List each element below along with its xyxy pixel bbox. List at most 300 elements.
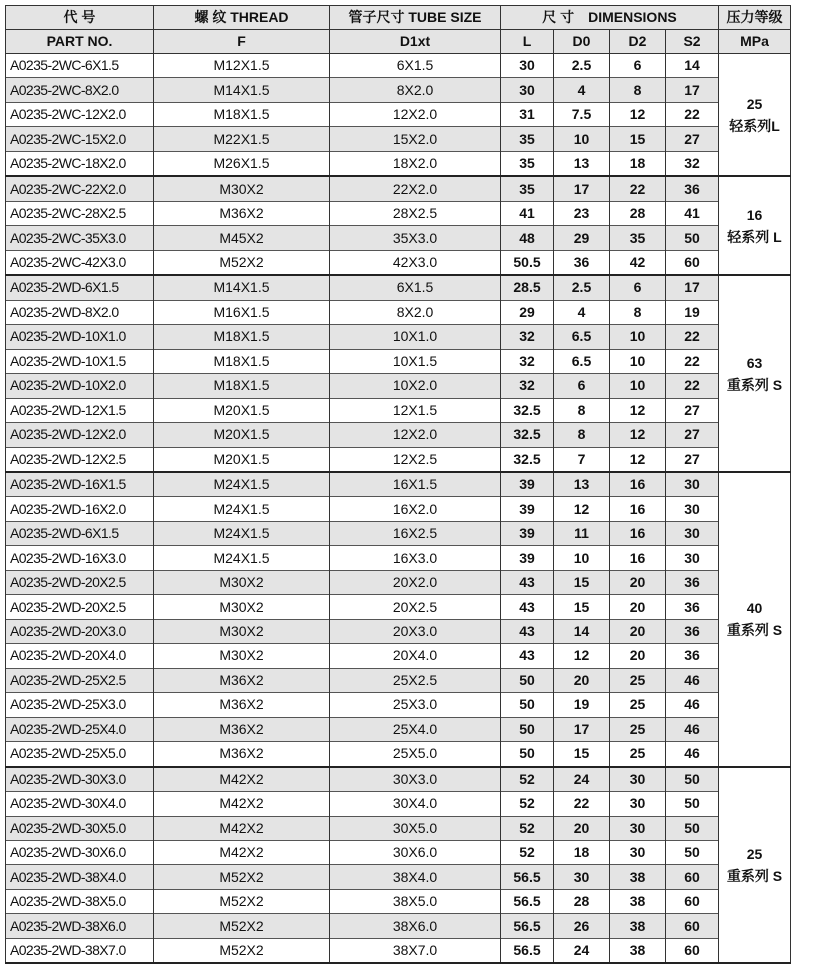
table-row bbox=[6, 619, 791, 643]
thread-cell: M30X2 bbox=[154, 176, 330, 201]
thread-cell: M36X2 bbox=[154, 693, 330, 717]
header-pressure-unit: MPa bbox=[719, 30, 791, 54]
dim-d2-cell: 38 bbox=[610, 914, 666, 938]
dim-s2-cell: 27 bbox=[666, 423, 719, 447]
part-number-cell: A0235-2WD-12X2.5 bbox=[6, 447, 154, 472]
thread-cell: M52X2 bbox=[154, 250, 330, 275]
dim-s2-cell: 60 bbox=[666, 250, 719, 275]
thread-cell: M16X1.5 bbox=[154, 300, 330, 324]
header-tube-size: 管子尺寸 TUBE SIZE bbox=[330, 6, 501, 30]
header-part-no-en: PART NO. bbox=[6, 30, 154, 54]
table-row bbox=[6, 176, 791, 201]
dim-d0-cell: 18 bbox=[554, 841, 610, 865]
dim-d0-cell: 26 bbox=[554, 914, 610, 938]
dim-s2-cell: 46 bbox=[666, 742, 719, 767]
tube-size-cell: 20X3.0 bbox=[330, 619, 501, 643]
dim-s2-cell: 17 bbox=[666, 275, 719, 300]
dim-d2-cell: 20 bbox=[610, 619, 666, 643]
dim-d0-cell: 2.5 bbox=[554, 275, 610, 300]
dim-d0-cell: 19 bbox=[554, 693, 610, 717]
dim-d0-cell: 12 bbox=[554, 497, 610, 521]
pressure-series: 轻系列 L bbox=[727, 228, 782, 245]
tube-size-cell: 25X4.0 bbox=[330, 717, 501, 741]
dim-s2-cell: 27 bbox=[666, 447, 719, 472]
dim-d0-cell: 22 bbox=[554, 792, 610, 816]
pressure-rating-cell bbox=[719, 176, 791, 275]
header-part-no: 代 号 bbox=[6, 6, 154, 30]
dim-d0-cell: 20 bbox=[554, 816, 610, 840]
thread-cell: M20X1.5 bbox=[154, 423, 330, 447]
dim-d0-cell: 6 bbox=[554, 374, 610, 398]
part-number-cell: A0235-2WC-42X3.0 bbox=[6, 250, 154, 275]
thread-cell: M42X2 bbox=[154, 767, 330, 792]
dim-l-cell: 39 bbox=[501, 472, 554, 497]
pressure-value: 16 bbox=[746, 206, 763, 223]
dim-d0-cell: 24 bbox=[554, 938, 610, 963]
tube-size-cell: 30X6.0 bbox=[330, 841, 501, 865]
tube-size-cell: 6X1.5 bbox=[330, 275, 501, 300]
dim-d2-cell: 25 bbox=[610, 693, 666, 717]
part-number-cell: A0235-2WC-6X1.5 bbox=[6, 54, 154, 78]
dim-d2-cell: 25 bbox=[610, 668, 666, 692]
pressure-rating-cell bbox=[719, 275, 791, 472]
dim-d2-cell: 30 bbox=[610, 816, 666, 840]
tube-size-cell: 16X3.0 bbox=[330, 546, 501, 570]
tube-size-cell: 20X2.5 bbox=[330, 595, 501, 619]
dim-d0-cell: 13 bbox=[554, 151, 610, 176]
table-row bbox=[6, 865, 791, 889]
table-row bbox=[6, 693, 791, 717]
dim-d0-cell: 20 bbox=[554, 668, 610, 692]
tube-size-cell: 18X2.0 bbox=[330, 151, 501, 176]
tube-size-cell: 38X6.0 bbox=[330, 914, 501, 938]
dim-d0-cell: 6.5 bbox=[554, 349, 610, 373]
tube-size-cell: 20X4.0 bbox=[330, 644, 501, 668]
tube-size-cell: 38X5.0 bbox=[330, 889, 501, 913]
tube-size-cell: 30X4.0 bbox=[330, 792, 501, 816]
dim-s2-cell: 60 bbox=[666, 865, 719, 889]
part-number-cell: A0235-2WC-15X2.0 bbox=[6, 127, 154, 151]
thread-cell: M36X2 bbox=[154, 717, 330, 741]
dim-d0-cell: 11 bbox=[554, 521, 610, 545]
tube-size-cell: 12X2.0 bbox=[330, 102, 501, 126]
tube-size-cell: 10X2.0 bbox=[330, 374, 501, 398]
tube-size-cell: 25X2.5 bbox=[330, 668, 501, 692]
part-number-cell: A0235-2WD-38X5.0 bbox=[6, 889, 154, 913]
thread-cell: M20X1.5 bbox=[154, 398, 330, 422]
dim-l-cell: 30 bbox=[501, 78, 554, 102]
dim-l-cell: 32 bbox=[501, 374, 554, 398]
thread-cell: M52X2 bbox=[154, 914, 330, 938]
table-row bbox=[6, 151, 791, 176]
dim-s2-cell: 30 bbox=[666, 497, 719, 521]
part-number-cell: A0235-2WD-38X6.0 bbox=[6, 914, 154, 938]
thread-cell: M52X2 bbox=[154, 865, 330, 889]
dim-s2-cell: 60 bbox=[666, 914, 719, 938]
dim-l-cell: 50.5 bbox=[501, 250, 554, 275]
part-number-cell: A0235-2WD-20X3.0 bbox=[6, 619, 154, 643]
table-row bbox=[6, 275, 791, 300]
part-number-cell: A0235-2WD-8X2.0 bbox=[6, 300, 154, 324]
spec-table bbox=[5, 5, 791, 964]
thread-cell: M24X1.5 bbox=[154, 546, 330, 570]
table-row bbox=[6, 374, 791, 398]
part-number-cell: A0235-2WD-10X2.0 bbox=[6, 374, 154, 398]
dim-s2-cell: 50 bbox=[666, 841, 719, 865]
dim-d2-cell: 25 bbox=[610, 742, 666, 767]
table-row bbox=[6, 521, 791, 545]
dim-d0-cell: 30 bbox=[554, 865, 610, 889]
header-row-main bbox=[6, 6, 791, 30]
table-row bbox=[6, 472, 791, 497]
dim-d0-cell: 7 bbox=[554, 447, 610, 472]
tube-size-cell: 42X3.0 bbox=[330, 250, 501, 275]
tube-size-cell: 30X3.0 bbox=[330, 767, 501, 792]
dim-s2-cell: 50 bbox=[666, 226, 719, 250]
tube-size-cell: 15X2.0 bbox=[330, 127, 501, 151]
pressure-value: 25 bbox=[746, 845, 763, 862]
dim-d0-cell: 17 bbox=[554, 176, 610, 201]
dim-l-cell: 50 bbox=[501, 742, 554, 767]
dim-d0-cell: 36 bbox=[554, 250, 610, 275]
table-row bbox=[6, 447, 791, 472]
thread-cell: M24X1.5 bbox=[154, 521, 330, 545]
table-row bbox=[6, 54, 791, 78]
tube-size-cell: 20X2.0 bbox=[330, 570, 501, 594]
dim-s2-cell: 46 bbox=[666, 693, 719, 717]
dim-l-cell: 48 bbox=[501, 226, 554, 250]
dim-s2-cell: 30 bbox=[666, 546, 719, 570]
dim-s2-cell: 46 bbox=[666, 717, 719, 741]
dim-d2-cell: 12 bbox=[610, 447, 666, 472]
dim-s2-cell: 36 bbox=[666, 644, 719, 668]
part-number-cell: A0235-2WD-16X1.5 bbox=[6, 472, 154, 497]
table-row bbox=[6, 792, 791, 816]
dim-l-cell: 39 bbox=[501, 497, 554, 521]
dim-l-cell: 43 bbox=[501, 619, 554, 643]
table-row bbox=[6, 201, 791, 225]
dim-d0-cell: 4 bbox=[554, 78, 610, 102]
dim-l-cell: 29 bbox=[501, 300, 554, 324]
thread-cell: M30X2 bbox=[154, 619, 330, 643]
dim-l-cell: 52 bbox=[501, 841, 554, 865]
dim-l-cell: 52 bbox=[501, 792, 554, 816]
table-row bbox=[6, 497, 791, 521]
tube-size-cell: 8X2.0 bbox=[330, 300, 501, 324]
dim-s2-cell: 22 bbox=[666, 102, 719, 126]
dim-l-cell: 56.5 bbox=[501, 938, 554, 963]
part-number-cell: A0235-2WD-30X6.0 bbox=[6, 841, 154, 865]
dim-d0-cell: 4 bbox=[554, 300, 610, 324]
dim-d0-cell: 14 bbox=[554, 619, 610, 643]
thread-cell: M36X2 bbox=[154, 668, 330, 692]
table-row bbox=[6, 889, 791, 913]
tube-size-cell: 28X2.5 bbox=[330, 201, 501, 225]
header-dim-d2: D2 bbox=[610, 30, 666, 54]
dim-l-cell: 52 bbox=[501, 767, 554, 792]
dim-d2-cell: 30 bbox=[610, 841, 666, 865]
dim-l-cell: 32.5 bbox=[501, 447, 554, 472]
dim-d2-cell: 12 bbox=[610, 398, 666, 422]
dim-s2-cell: 14 bbox=[666, 54, 719, 78]
part-number-cell: A0235-2WD-25X2.5 bbox=[6, 668, 154, 692]
dim-s2-cell: 50 bbox=[666, 792, 719, 816]
dim-s2-cell: 19 bbox=[666, 300, 719, 324]
dim-s2-cell: 36 bbox=[666, 176, 719, 201]
dim-d0-cell: 28 bbox=[554, 889, 610, 913]
thread-cell: M42X2 bbox=[154, 841, 330, 865]
tube-size-cell: 25X5.0 bbox=[330, 742, 501, 767]
dim-d2-cell: 30 bbox=[610, 767, 666, 792]
dim-d0-cell: 17 bbox=[554, 717, 610, 741]
tube-size-cell: 35X3.0 bbox=[330, 226, 501, 250]
dim-d0-cell: 15 bbox=[554, 595, 610, 619]
dim-s2-cell: 17 bbox=[666, 78, 719, 102]
part-number-cell: A0235-2WD-16X3.0 bbox=[6, 546, 154, 570]
header-dimensions: 尺 寸 DIMENSIONS bbox=[501, 6, 719, 30]
header-thread: 螺 纹 THREAD bbox=[154, 6, 330, 30]
thread-cell: M30X2 bbox=[154, 595, 330, 619]
tube-size-cell: 10X1.5 bbox=[330, 349, 501, 373]
thread-cell: M14X1.5 bbox=[154, 275, 330, 300]
dim-d0-cell: 23 bbox=[554, 201, 610, 225]
thread-cell: M52X2 bbox=[154, 889, 330, 913]
dim-d2-cell: 16 bbox=[610, 521, 666, 545]
dim-l-cell: 35 bbox=[501, 127, 554, 151]
dim-d2-cell: 10 bbox=[610, 325, 666, 349]
part-number-cell: A0235-2WC-22X2.0 bbox=[6, 176, 154, 201]
table-row bbox=[6, 767, 791, 792]
tube-size-cell: 38X4.0 bbox=[330, 865, 501, 889]
table-row bbox=[6, 398, 791, 422]
part-number-cell: A0235-2WD-6X1.5 bbox=[6, 521, 154, 545]
dim-l-cell: 32 bbox=[501, 325, 554, 349]
dim-d2-cell: 6 bbox=[610, 54, 666, 78]
dim-d0-cell: 10 bbox=[554, 546, 610, 570]
dim-d0-cell: 7.5 bbox=[554, 102, 610, 126]
dim-d0-cell: 15 bbox=[554, 570, 610, 594]
thread-cell: M45X2 bbox=[154, 226, 330, 250]
table-row bbox=[6, 668, 791, 692]
pressure-series: 轻系列L bbox=[729, 117, 780, 134]
thread-cell: M18X1.5 bbox=[154, 349, 330, 373]
pressure-series: 重系列 S bbox=[726, 622, 783, 639]
pressure-series: 重系列 S bbox=[726, 867, 783, 884]
table-row bbox=[6, 546, 791, 570]
part-number-cell: A0235-2WD-30X4.0 bbox=[6, 792, 154, 816]
thread-cell: M42X2 bbox=[154, 792, 330, 816]
part-number-cell: A0235-2WD-30X5.0 bbox=[6, 816, 154, 840]
dim-d2-cell: 12 bbox=[610, 102, 666, 126]
dim-d2-cell: 35 bbox=[610, 226, 666, 250]
tube-size-cell: 12X2.0 bbox=[330, 423, 501, 447]
dim-d0-cell: 2.5 bbox=[554, 54, 610, 78]
dim-d2-cell: 16 bbox=[610, 497, 666, 521]
thread-cell: M36X2 bbox=[154, 201, 330, 225]
part-number-cell: A0235-2WD-25X5.0 bbox=[6, 742, 154, 767]
thread-cell: M30X2 bbox=[154, 570, 330, 594]
part-number-cell: A0235-2WD-12X2.0 bbox=[6, 423, 154, 447]
pressure-rating-cell bbox=[719, 54, 791, 177]
header-thread-sub: F bbox=[154, 30, 330, 54]
dim-d2-cell: 20 bbox=[610, 595, 666, 619]
dim-d2-cell: 30 bbox=[610, 792, 666, 816]
tube-size-cell: 8X2.0 bbox=[330, 78, 501, 102]
dim-s2-cell: 22 bbox=[666, 374, 719, 398]
dim-l-cell: 50 bbox=[501, 693, 554, 717]
table-row bbox=[6, 325, 791, 349]
part-number-cell: A0235-2WC-35X3.0 bbox=[6, 226, 154, 250]
dim-s2-cell: 60 bbox=[666, 938, 719, 963]
dim-d2-cell: 20 bbox=[610, 570, 666, 594]
dim-s2-cell: 22 bbox=[666, 349, 719, 373]
pressure-rating-cell bbox=[719, 472, 791, 767]
thread-cell: M22X1.5 bbox=[154, 127, 330, 151]
tube-size-cell: 12X2.5 bbox=[330, 447, 501, 472]
dim-l-cell: 43 bbox=[501, 595, 554, 619]
table-row bbox=[6, 102, 791, 126]
part-number-cell: A0235-2WD-10X1.0 bbox=[6, 325, 154, 349]
part-number-cell: A0235-2WD-25X3.0 bbox=[6, 693, 154, 717]
table-row bbox=[6, 717, 791, 741]
dim-l-cell: 41 bbox=[501, 201, 554, 225]
dim-s2-cell: 27 bbox=[666, 127, 719, 151]
dim-l-cell: 52 bbox=[501, 816, 554, 840]
table-row bbox=[6, 349, 791, 373]
part-number-cell: A0235-2WD-25X4.0 bbox=[6, 717, 154, 741]
dim-d2-cell: 8 bbox=[610, 300, 666, 324]
pressure-value: 40 bbox=[746, 600, 763, 617]
dim-d2-cell: 10 bbox=[610, 374, 666, 398]
tube-size-cell: 16X2.5 bbox=[330, 521, 501, 545]
table-row bbox=[6, 423, 791, 447]
header-dim-l: L bbox=[501, 30, 554, 54]
dim-s2-cell: 60 bbox=[666, 889, 719, 913]
dim-l-cell: 31 bbox=[501, 102, 554, 126]
thread-cell: M24X1.5 bbox=[154, 472, 330, 497]
thread-cell: M42X2 bbox=[154, 816, 330, 840]
dim-l-cell: 39 bbox=[501, 521, 554, 545]
part-number-cell: A0235-2WD-6X1.5 bbox=[6, 275, 154, 300]
thread-cell: M36X2 bbox=[154, 742, 330, 767]
dim-s2-cell: 36 bbox=[666, 570, 719, 594]
dim-l-cell: 43 bbox=[501, 644, 554, 668]
dim-d2-cell: 38 bbox=[610, 889, 666, 913]
table-row bbox=[6, 816, 791, 840]
tube-size-cell: 25X3.0 bbox=[330, 693, 501, 717]
table-row bbox=[6, 300, 791, 324]
pressure-rating-cell bbox=[719, 767, 791, 964]
part-number-cell: A0235-2WD-20X4.0 bbox=[6, 644, 154, 668]
table-row bbox=[6, 226, 791, 250]
thread-cell: M26X1.5 bbox=[154, 151, 330, 176]
table-row bbox=[6, 78, 791, 102]
part-number-cell: A0235-2WD-10X1.5 bbox=[6, 349, 154, 373]
dim-s2-cell: 36 bbox=[666, 619, 719, 643]
part-number-cell: A0235-2WC-18X2.0 bbox=[6, 151, 154, 176]
thread-cell: M30X2 bbox=[154, 644, 330, 668]
dim-d0-cell: 15 bbox=[554, 742, 610, 767]
tube-size-cell: 6X1.5 bbox=[330, 54, 501, 78]
tube-size-cell: 22X2.0 bbox=[330, 176, 501, 201]
dim-d0-cell: 24 bbox=[554, 767, 610, 792]
tube-size-cell: 10X1.0 bbox=[330, 325, 501, 349]
dim-d2-cell: 38 bbox=[610, 865, 666, 889]
part-number-cell: A0235-2WD-30X3.0 bbox=[6, 767, 154, 792]
table-row bbox=[6, 938, 791, 963]
dim-s2-cell: 36 bbox=[666, 595, 719, 619]
table-row bbox=[6, 250, 791, 275]
dim-l-cell: 30 bbox=[501, 54, 554, 78]
tube-size-cell: 12X1.5 bbox=[330, 398, 501, 422]
dim-s2-cell: 50 bbox=[666, 767, 719, 792]
dim-d2-cell: 28 bbox=[610, 201, 666, 225]
header-dim-s2: S2 bbox=[666, 30, 719, 54]
dim-s2-cell: 27 bbox=[666, 398, 719, 422]
table-row bbox=[6, 595, 791, 619]
header-row-sub bbox=[6, 30, 791, 54]
dim-l-cell: 32.5 bbox=[501, 423, 554, 447]
thread-cell: M18X1.5 bbox=[154, 374, 330, 398]
header-tube-size-sub: D1xt bbox=[330, 30, 501, 54]
header-dim-d0: D0 bbox=[554, 30, 610, 54]
thread-cell: M24X1.5 bbox=[154, 497, 330, 521]
tube-size-cell: 16X1.5 bbox=[330, 472, 501, 497]
pressure-value: 63 bbox=[746, 354, 763, 371]
thread-cell: M18X1.5 bbox=[154, 325, 330, 349]
dim-s2-cell: 46 bbox=[666, 668, 719, 692]
table-row bbox=[6, 570, 791, 594]
dim-d2-cell: 16 bbox=[610, 472, 666, 497]
part-number-cell: A0235-2WC-8X2.0 bbox=[6, 78, 154, 102]
dim-d2-cell: 8 bbox=[610, 78, 666, 102]
dim-d2-cell: 20 bbox=[610, 644, 666, 668]
dim-l-cell: 35 bbox=[501, 176, 554, 201]
dim-d2-cell: 15 bbox=[610, 127, 666, 151]
thread-cell: M14X1.5 bbox=[154, 78, 330, 102]
part-number-cell: A0235-2WD-12X1.5 bbox=[6, 398, 154, 422]
part-number-cell: A0235-2WC-12X2.0 bbox=[6, 102, 154, 126]
part-number-cell: A0235-2WD-38X4.0 bbox=[6, 865, 154, 889]
dim-d2-cell: 22 bbox=[610, 176, 666, 201]
thread-cell: M12X1.5 bbox=[154, 54, 330, 78]
part-number-cell: A0235-2WD-20X2.5 bbox=[6, 570, 154, 594]
dim-s2-cell: 22 bbox=[666, 325, 719, 349]
table-row bbox=[6, 914, 791, 938]
tube-size-cell: 30X5.0 bbox=[330, 816, 501, 840]
dim-d0-cell: 13 bbox=[554, 472, 610, 497]
tube-size-cell: 38X7.0 bbox=[330, 938, 501, 963]
dim-l-cell: 32.5 bbox=[501, 398, 554, 422]
thread-cell: M52X2 bbox=[154, 938, 330, 963]
dim-d2-cell: 12 bbox=[610, 423, 666, 447]
dim-s2-cell: 30 bbox=[666, 472, 719, 497]
dim-d2-cell: 25 bbox=[610, 717, 666, 741]
pressure-series: 重系列 S bbox=[726, 376, 783, 393]
dim-d2-cell: 10 bbox=[610, 349, 666, 373]
dim-l-cell: 32 bbox=[501, 349, 554, 373]
tube-size-cell: 16X2.0 bbox=[330, 497, 501, 521]
table-row bbox=[6, 742, 791, 767]
dim-d2-cell: 16 bbox=[610, 546, 666, 570]
dim-l-cell: 39 bbox=[501, 546, 554, 570]
header-pressure: 压力等级 bbox=[719, 6, 791, 30]
pressure-value: 25 bbox=[746, 95, 763, 112]
dim-d0-cell: 29 bbox=[554, 226, 610, 250]
dim-d2-cell: 42 bbox=[610, 250, 666, 275]
dim-d0-cell: 6.5 bbox=[554, 325, 610, 349]
dim-l-cell: 43 bbox=[501, 570, 554, 594]
